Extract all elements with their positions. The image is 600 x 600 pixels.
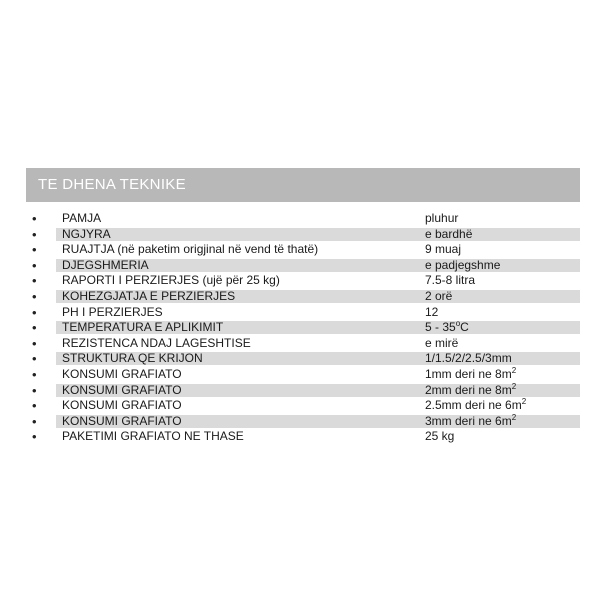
spec-value-superscript: o — [455, 319, 461, 329]
spec-label: PAKETIMI GRAFIATO NE THASE — [62, 429, 244, 444]
spec-value-text: e padjegshme — [425, 257, 501, 272]
spec-value-text: 2.5mm deri ne 6m — [425, 398, 522, 413]
bullet-icon: • — [32, 273, 37, 289]
spec-row — [26, 289, 580, 305]
spec-label: RAPORTI I PERZIERJES (ujë për 25 kg) — [62, 273, 280, 288]
spec-row — [26, 242, 580, 258]
spec-value-superscript: 2 — [511, 365, 517, 375]
spec-value — [425, 289, 452, 305]
bullet-icon: • — [32, 242, 37, 258]
spec-value-text: 12 — [425, 304, 439, 319]
spec-value — [425, 227, 472, 243]
spec-label: STRUKTURA QE KRIJON — [62, 351, 203, 366]
bullet-icon: • — [32, 211, 37, 226]
spec-row — [26, 383, 580, 399]
bullet-icon: • — [32, 304, 37, 320]
section-title: TE DHENA TEKNIKE — [38, 176, 186, 193]
spec-label: KONSUMI GRAFIATO — [62, 413, 182, 428]
spec-value — [425, 258, 500, 274]
spec-value — [425, 305, 438, 321]
spec-row — [26, 305, 580, 321]
spec-value-text: 3mm deri ne 6m — [425, 413, 512, 428]
bullet-icon: • — [32, 335, 37, 351]
spec-value-text: 7.5-8 litra — [425, 273, 476, 288]
spec-value-text: 5 - 35 — [425, 320, 456, 335]
bullet-icon: • — [32, 288, 37, 304]
spec-label: KOHEZGJATJA E PERZIERJES — [62, 288, 236, 303]
spec-label: NGJYRA — [62, 226, 111, 241]
bullet-icon: • — [32, 226, 37, 242]
spec-row — [26, 227, 580, 243]
spec-label: KONSUMI GRAFIATO — [62, 366, 182, 381]
spec-row — [26, 273, 580, 289]
spec-row — [26, 320, 580, 336]
spec-value — [425, 351, 512, 367]
spec-value — [425, 273, 475, 289]
spec-label: DJEGSHMERIA — [62, 257, 149, 272]
spec-value-superscript: 2 — [521, 397, 527, 407]
spec-value — [425, 429, 454, 445]
spec-label: KONSUMI GRAFIATO — [62, 382, 182, 397]
spec-value — [425, 242, 461, 258]
spec-label: REZISTENCA NDAJ LAGESHTISE — [62, 335, 251, 350]
spec-value — [425, 336, 458, 352]
bullet-icon: • — [32, 351, 37, 367]
bullet-icon: • — [32, 382, 37, 398]
section-header — [26, 168, 580, 202]
spec-value — [425, 211, 458, 227]
spec-value-text: 1/1.5/2/2.5/3mm — [425, 351, 512, 366]
spec-label: PAMJA — [62, 211, 102, 225]
bullet-icon: • — [32, 413, 37, 429]
spec-row — [26, 367, 580, 383]
bullet-icon: • — [32, 398, 37, 414]
spec-row — [26, 398, 580, 414]
spec-value-text: pluhur — [425, 211, 459, 225]
spec-row — [26, 429, 580, 445]
spec-row — [26, 414, 580, 430]
spec-label: RUAJTJA (në paketim origjinal në vend të thatë) — [62, 242, 319, 257]
spec-label: KONSUMI GRAFIATO — [62, 398, 182, 413]
spec-row — [26, 336, 580, 352]
spec-row — [26, 211, 580, 227]
spec-value-text: 9 muaj — [425, 242, 462, 257]
spec-value-text: e bardhë — [425, 226, 473, 241]
spec-value-text: 2 orë — [425, 288, 453, 303]
spec-value-text: e mirë — [425, 335, 459, 350]
bullet-icon: • — [32, 366, 37, 382]
spec-row — [26, 351, 580, 367]
spec-value-text: 1mm deri ne 8m — [425, 366, 512, 381]
bullet-icon: • — [32, 257, 37, 273]
spec-row — [26, 258, 580, 274]
spec-value-text: 2mm deri ne 8m — [425, 382, 512, 397]
row-shade — [56, 228, 580, 241]
technical-specs-table — [26, 211, 580, 445]
bullet-icon: • — [32, 429, 37, 445]
spec-value — [425, 398, 526, 414]
spec-label: PH I PERZIERJES — [62, 304, 163, 319]
spec-label: TEMPERATURA E APLIKIMIT — [62, 320, 224, 335]
spec-value-unit: C — [460, 320, 469, 335]
spec-value — [425, 383, 516, 399]
spec-value-superscript: 2 — [511, 412, 517, 422]
spec-value-superscript: 2 — [511, 381, 517, 391]
spec-value — [425, 414, 516, 430]
spec-value — [425, 320, 469, 336]
spec-value-text: 25 kg — [425, 429, 455, 444]
bullet-icon: • — [32, 320, 37, 336]
spec-value — [425, 367, 516, 383]
